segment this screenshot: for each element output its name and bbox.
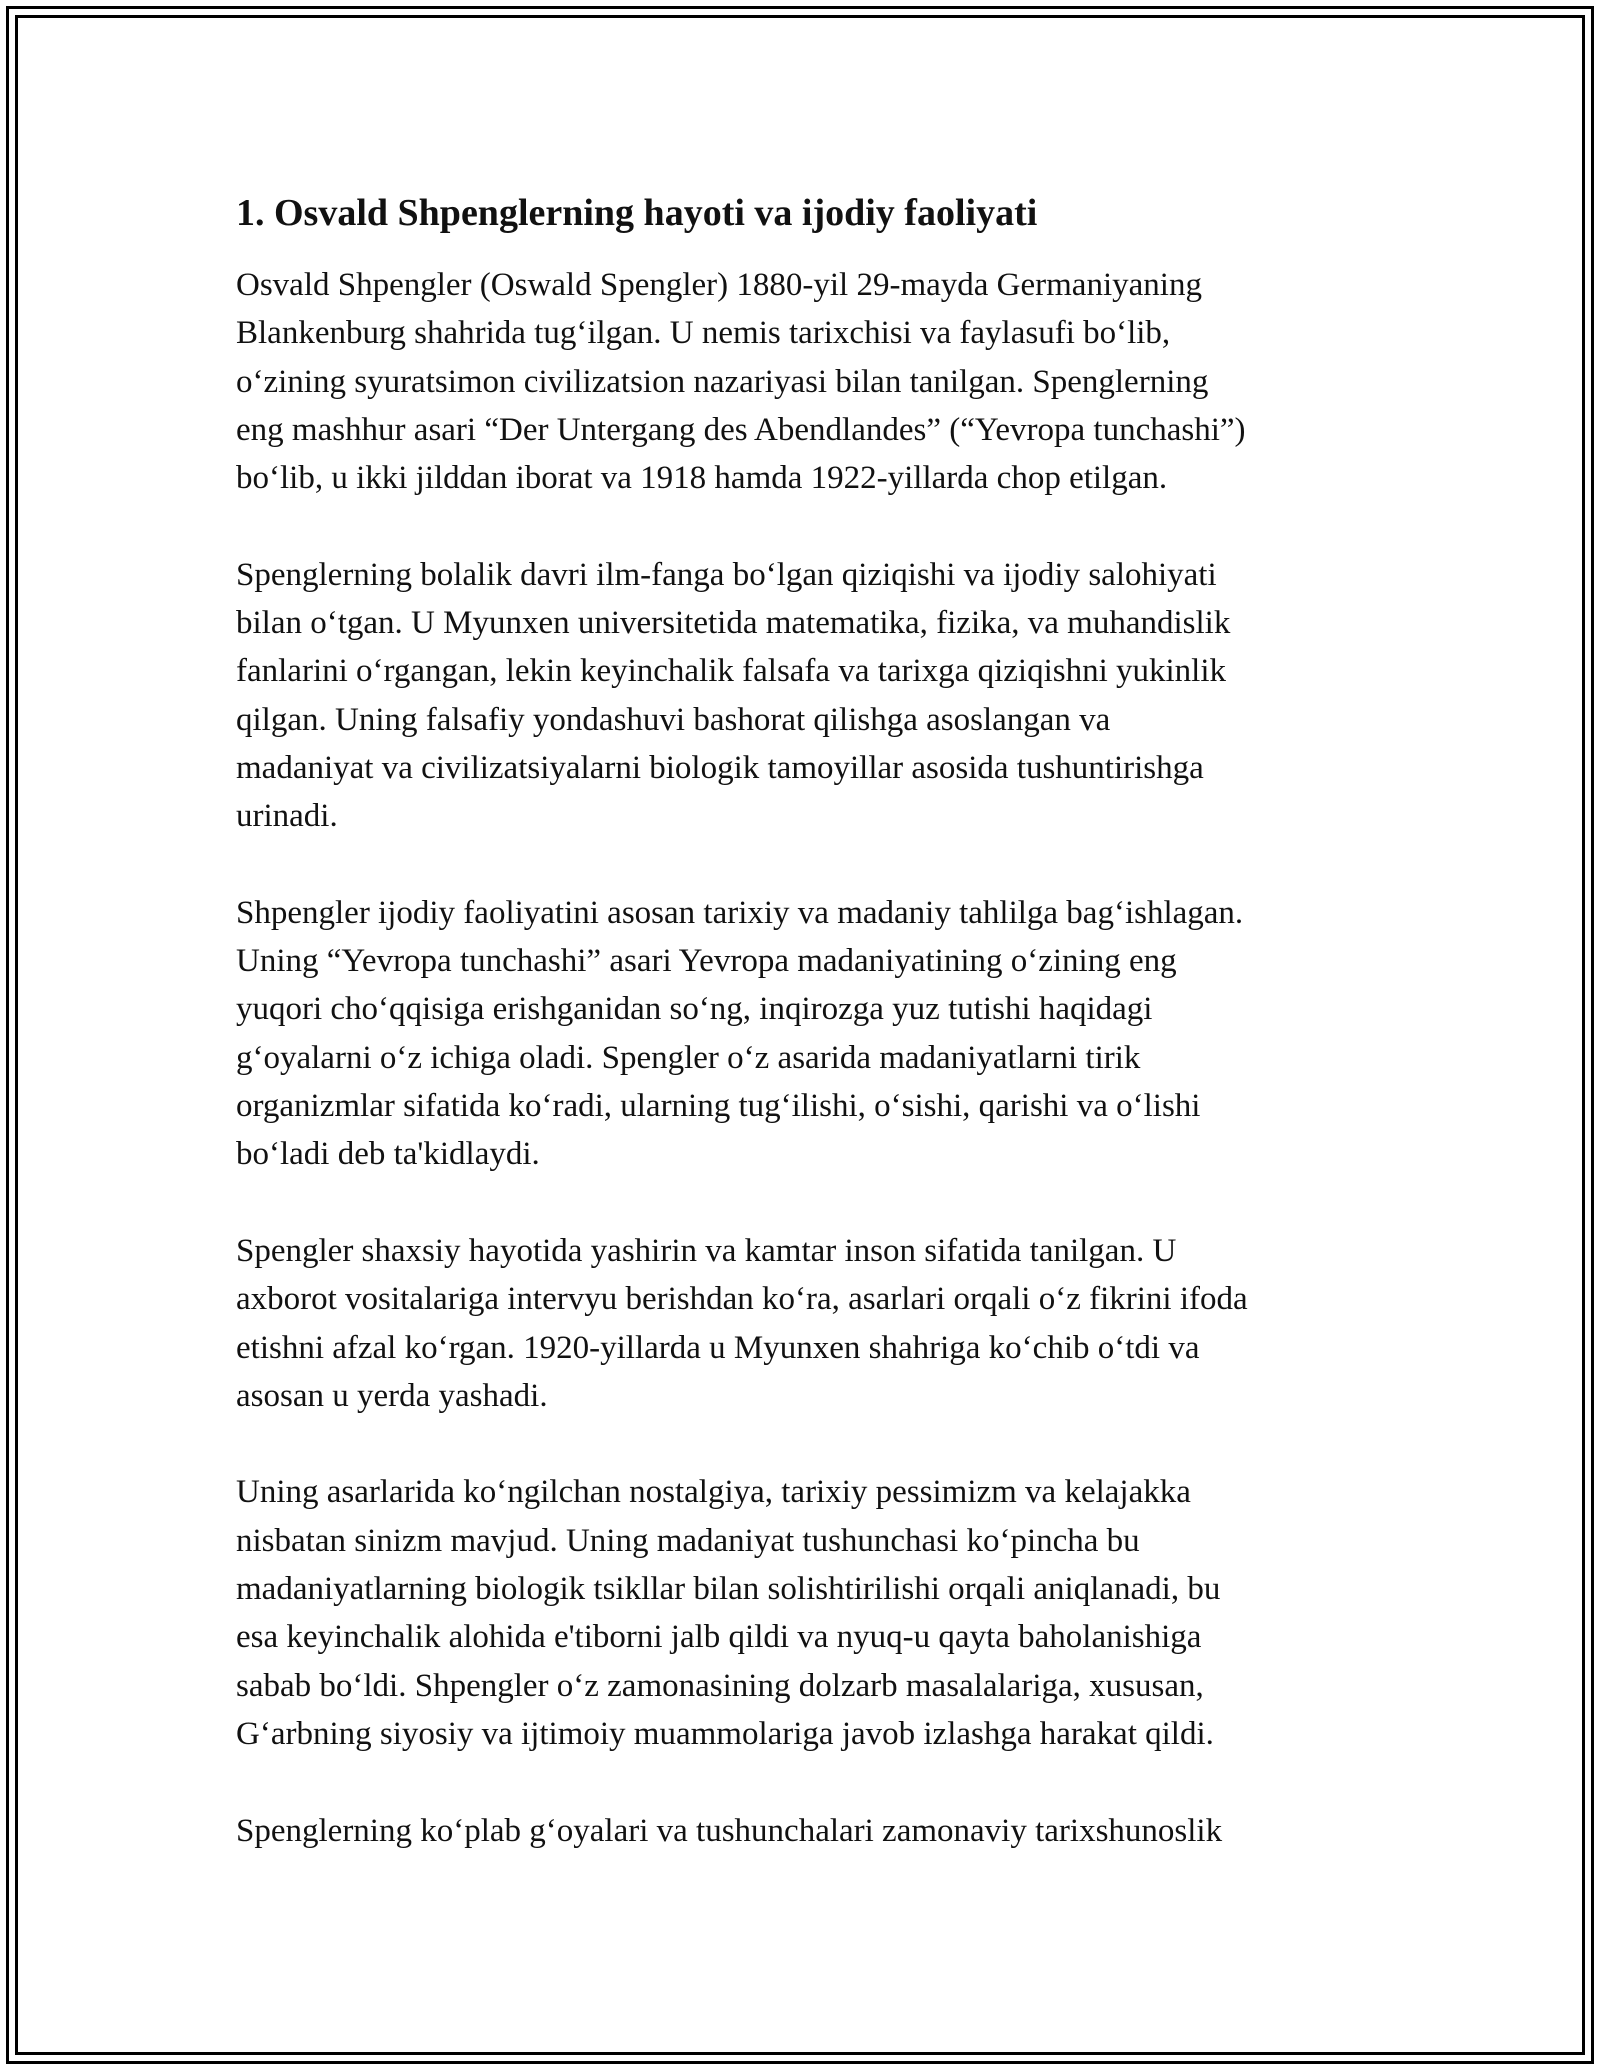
- text-line: etishni afzal ko‘rgan. 1920-yillarda u Myunxen shahriga ko‘chib o‘tdi va: [236, 1329, 1200, 1366]
- text-line: o‘zining syuratsimon civilizatsion nazariyasi bilan tanilgan. Spenglerning: [236, 363, 1209, 400]
- paragraph-themes: [236, 1468, 1376, 1758]
- text-line: sabab bo‘ldi. Shpengler o‘z zamonasining dolzarb masalalariga, xususan,: [236, 1667, 1204, 1704]
- text-line: G‘arbning siyosiy va ijtimoiy muammolariga javob izlashga harakat qildi.: [236, 1715, 1214, 1752]
- text-line: axborot vositalariga intervyu berishdan ko‘ra, asarlari orqali o‘z fikrini ifoda: [236, 1281, 1248, 1318]
- text-line: nisbatan sinizm mavjud. Uning madaniyat tushunchasi ko‘pincha bu: [236, 1522, 1140, 1559]
- paragraph-legacy: [236, 1807, 1376, 1855]
- paragraph-birth-and-works: [236, 261, 1376, 502]
- text-line: asosan u yerda yashadi.: [236, 1377, 548, 1414]
- text-line: bilan o‘tgan. U Myunxen universitetida matematika, fizika, va muhandislik: [236, 605, 1231, 642]
- text-line: Osvald Shpengler (Oswald Spengler) 1880-yil 29-mayda Germaniyaning: [236, 267, 1202, 303]
- document-body: [236, 185, 1376, 1903]
- text-line: bo‘lib, u ikki jilddan iborat va 1918 hamda 1922-yillarda chop etilgan.: [236, 460, 1168, 497]
- text-line: g‘oyalarni o‘z ichiga oladi. Spengler o‘z asarida madaniyatlarni tirik: [236, 1039, 1141, 1076]
- text-line: Spenglerning bolalik davri ilm-fanga bo‘lgan qiziqishi va ijodiy salohiyati: [236, 556, 1217, 593]
- text-line: madaniyatlarning biologik tsikllar bilan solishtirilishi orqali aniqlanadi, bu: [236, 1571, 1221, 1608]
- text-line: qilgan. Uning falsafiy yondashuvi bashorat qilishga asoslangan va: [236, 701, 1111, 738]
- text-line: Blankenburg shahrida tug‘ilgan. U nemis tarixchisi va faylasufi bo‘lib,: [236, 315, 1171, 352]
- text-line: Spenglerning ko‘plab g‘oyalari va tushunchalari zamonaviy tarixshunoslik: [236, 1812, 1223, 1849]
- text-line: organizmlar sifatida ko‘radi, ularning tug‘ilishi, o‘sishi, qarishi va o‘lishi: [236, 1088, 1201, 1125]
- text-line: bo‘ladi deb ta'kidlaydi.: [236, 1136, 540, 1173]
- paragraph-education: [236, 551, 1376, 841]
- text-line: yuqori cho‘qqisiga erishganidan so‘ng, inqirozga yuz tutishi haqidagi: [236, 991, 1153, 1028]
- text-line: Shpengler ijodiy faoliyatini asosan tarixiy va madaniy tahlilga bag‘ishlagan.: [236, 894, 1244, 931]
- text-line: fanlarini o‘rgangan, lekin keyinchalik falsafa va tarixga qiziqishni yukinlik: [236, 653, 1226, 690]
- paragraph-personal-life: [236, 1227, 1376, 1420]
- section-heading: 1. Osvald Shpenglerning hayoti va ijodiy faoliyati: [236, 192, 1038, 234]
- text-line: esa keyinchalik alohida e'tiborni jalb qildi va nyuq-u qayta baholanishiga: [236, 1619, 1202, 1656]
- text-line: eng mashhur asari “Der Untergang des Abendlandes” (“Yevropa tunchashi”): [236, 411, 1246, 448]
- text-line: Uning “Yevropa tunchashi” asari Yevropa madaniyatining o‘zining eng: [236, 943, 1177, 980]
- text-line: Spengler shaxsiy hayotida yashirin va kamtar inson sifatida tanilgan. U: [236, 1232, 1177, 1269]
- text-line: urinadi.: [236, 798, 338, 835]
- paragraph-creative-work: [236, 889, 1376, 1179]
- text-line: madaniyat va civilizatsiyalarni biologik tamoyillar asosida tushuntirishga: [236, 749, 1204, 786]
- text-line: Uning asarlarida ko‘ngilchan nostalgiya, tarixiy pessimizm va kelajakka: [236, 1474, 1191, 1511]
